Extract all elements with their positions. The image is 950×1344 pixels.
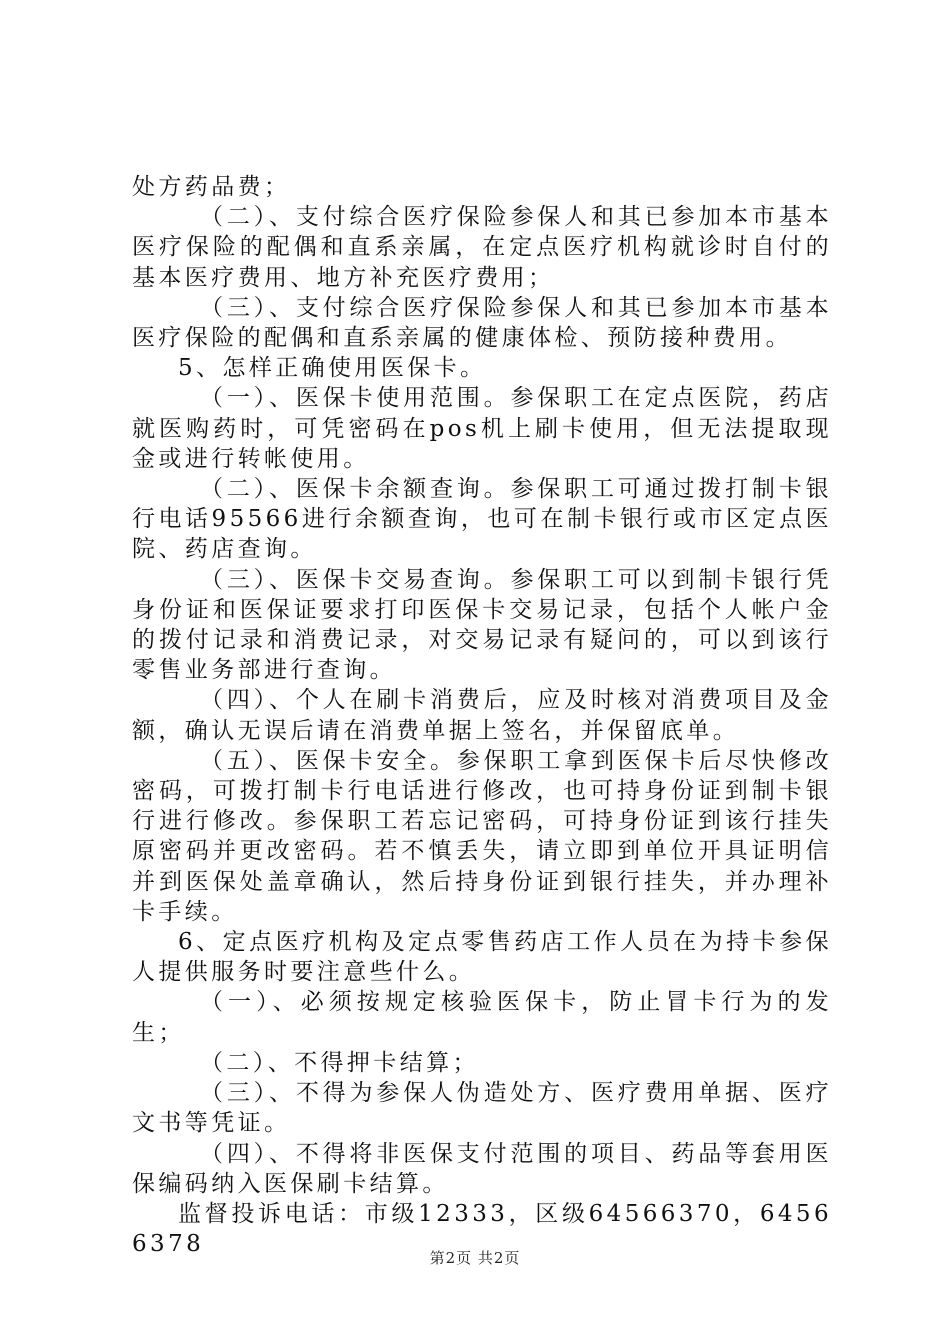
paragraph-rule-3: （三）、不得为参保人伪造处方、医疗费用单据、医疗文书等凭证。 — [132, 1080, 832, 1137]
page-number: 第2页 共2页 — [429, 1249, 521, 1267]
document-body — [132, 172, 832, 1259]
paragraph-rule-4: （四）、不得将非医保支付范围的项目、药品等套用医保编码纳入医保刷卡结算。 — [132, 1140, 832, 1197]
paragraph-card-scope: （一）、医保卡使用范围。参保职工在定点医院，药店就医购药时，可凭密码在pos机上刷卡使用，但无法提取现金或进行转帐使用。 — [132, 385, 832, 472]
paragraph-rule-1: （一）、必须按规定核验医保卡，防止冒卡行为的发生； — [132, 989, 832, 1046]
paragraph-card-security: （五）、医保卡安全。参保职工拿到医保卡后尽快修改密码，可拨打制卡行电话进行修改，也可持身份证到制卡银行进行修改。参保职工若忘记密码，可持身份证到该行挂失原密码并更改密码。若不慎丢失，请立即到单位开具证明信并到医保处盖章确认，然后持身份证到银行挂失，并办理补卡手续。 — [132, 747, 832, 925]
paragraph-item-3: （三）、支付综合医疗保险参保人和其已参加本市基本医疗保险的配偶和直系亲属的健康体检、预防接种费用。 — [132, 294, 832, 352]
paragraph-item-2: （二）、支付综合医疗保险参保人和其已参加本市基本医疗保险的配偶和直系亲属，在定点医疗机构就诊时自付的基本医疗费用、地方补充医疗费用； — [132, 204, 832, 291]
paragraph-verify-consumption: （四）、个人在刷卡消费后，应及时核对消费项目及金额，确认无误后请在消费单据上签名，并保留底单。 — [132, 687, 832, 744]
section-heading-5: 5、怎样正确使用医保卡。 — [178, 355, 487, 382]
section-heading-6: 6、定点医疗机构及定点零售药店工作人员在为持卡参保人提供服务时要注意些什么。 — [132, 929, 832, 986]
complaint-hotline: 监督投诉电话：市级12333，区级64566370，64566378 — [132, 1200, 832, 1258]
paragraph-transaction-query: （三）、医保卡交易查询。参保职工可以到制卡银行凭身份证和医保证要求打印医保卡交易记录，包括个人帐户金的拨付记录和消费记录，对交易记录有疑问的，可以到该行零售业务部进行查询。 — [132, 566, 832, 684]
paragraph-balance-query: （二）、医保卡余额查询。参保职工可通过拨打制卡银行电话95566进行余额查询，也可在制卡银行或市区定点医院、药店查询。 — [132, 476, 832, 563]
paragraph-continuation: 处方药品费； — [132, 174, 291, 200]
paragraph-rule-2: （二）、不得押卡结算； — [200, 1049, 479, 1076]
